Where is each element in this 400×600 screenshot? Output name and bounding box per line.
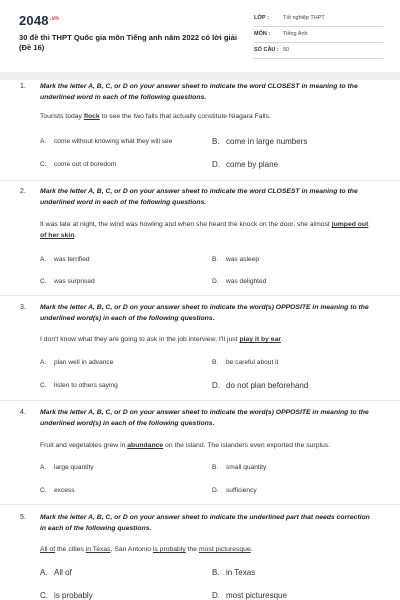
meta-key: SỐ CÂU : xyxy=(254,47,279,53)
text-part: , San Antonio xyxy=(110,546,153,553)
meta-value: Tốt nghiệp THPT xyxy=(283,15,325,21)
option-letter: D. xyxy=(212,381,220,390)
option-text: was delighted xyxy=(226,278,267,285)
option-text: do not plan beforehand xyxy=(226,381,309,390)
option-a[interactable] xyxy=(40,568,72,577)
option-text: was surprised xyxy=(54,278,95,285)
option-c[interactable] xyxy=(40,278,95,285)
question-number: 2. xyxy=(20,188,26,195)
question-instruction: Mark the letter A, B, C, or D on your answer sheet to indicate the word(s) OPPOSITE in meaning to the underlined word(s) in each of the following questions. xyxy=(40,409,369,427)
option-letter: A. xyxy=(40,568,48,577)
option-text: listen to others saying xyxy=(54,382,118,389)
option-text: in Texas xyxy=(226,568,256,577)
option-letter: D. xyxy=(212,487,219,494)
question-text xyxy=(40,219,375,241)
option-text: plan well in advance xyxy=(54,359,114,366)
text-part: Tourists today xyxy=(40,113,84,120)
underlined-word: flock xyxy=(83,113,100,120)
option-letter: A. xyxy=(40,464,47,471)
question-number: 4. xyxy=(20,409,26,416)
underlined-part: All of xyxy=(40,546,56,553)
option-b[interactable] xyxy=(212,359,278,366)
question-text xyxy=(40,544,375,555)
option-text: come in large numbers xyxy=(226,137,308,146)
text-part: to see the two falls that actually constitute Niagara Falls. xyxy=(99,113,271,120)
question-text xyxy=(40,111,375,122)
option-text: All of xyxy=(54,568,72,577)
question-divider xyxy=(0,400,400,401)
option-b[interactable] xyxy=(212,464,266,471)
meta-key: LỚP : xyxy=(254,15,269,21)
option-text: come without knowing what they will see xyxy=(54,138,173,145)
option-letter: D. xyxy=(212,591,220,600)
option-d[interactable] xyxy=(212,487,257,494)
question-instruction: Mark the letter A, B, C, or D on your answer sheet to indicate the word CLOSEST in meaning to the underlined word in each of the following questions. xyxy=(40,188,358,206)
meta-key: MÔN : xyxy=(254,31,271,37)
option-a[interactable] xyxy=(40,464,94,471)
option-text: was terrified xyxy=(54,256,90,263)
option-letter: C. xyxy=(40,487,47,494)
question-number: 5. xyxy=(20,514,26,521)
page-header xyxy=(0,0,400,72)
meta-row-subject xyxy=(253,27,383,43)
underlined-word: play it by ear xyxy=(239,336,281,343)
question-text xyxy=(40,334,375,345)
option-letter: C. xyxy=(40,591,48,600)
option-b[interactable] xyxy=(212,137,307,146)
option-c[interactable] xyxy=(40,591,93,600)
option-a[interactable] xyxy=(40,359,113,366)
text-part: It was late at night, the wind was howling and when she heard the knock on the door, she almost xyxy=(40,221,332,228)
text-part: . xyxy=(250,546,253,553)
text-part: the xyxy=(185,546,199,553)
option-letter: B. xyxy=(212,137,220,146)
option-d[interactable] xyxy=(212,591,287,600)
text-part: on the island. The islanders even exported the surplus. xyxy=(163,442,331,449)
logo-text: 2048 xyxy=(19,13,49,28)
option-text: excess xyxy=(54,487,75,494)
option-d[interactable] xyxy=(212,160,278,169)
underlined-part: in Texas xyxy=(85,546,111,553)
option-c[interactable] xyxy=(40,161,116,168)
option-letter: B. xyxy=(212,568,220,577)
meta-value: 50 xyxy=(283,47,290,53)
option-text: is probably xyxy=(54,591,93,600)
option-c[interactable] xyxy=(40,382,118,389)
question-number: 3. xyxy=(20,304,26,311)
option-letter: A. xyxy=(40,359,47,366)
text-part: the cities xyxy=(55,546,86,553)
option-d[interactable] xyxy=(212,278,266,285)
question-number: 1. xyxy=(20,83,26,90)
option-letter: C. xyxy=(40,278,47,285)
header-divider xyxy=(0,72,400,80)
option-text: sufficiency xyxy=(226,487,257,494)
option-a[interactable] xyxy=(40,256,90,263)
meta-row-class xyxy=(253,11,383,27)
option-a[interactable] xyxy=(40,138,172,145)
option-letter: B. xyxy=(212,464,219,471)
question-instruction: Mark the letter A, B, C, or D on your answer sheet to indicate the word CLOSEST in meaning to the underlined word in each of the following questions. xyxy=(40,83,358,101)
document-title: 30 đề thi THPT Quốc gia môn Tiếng anh năm 2022 có lời giải (Đề 16) xyxy=(19,33,237,52)
option-letter: C. xyxy=(40,161,47,168)
underlined-word: abundance xyxy=(127,442,164,449)
meta-value: Tiếng Anh xyxy=(283,31,308,37)
option-letter: A. xyxy=(40,138,47,145)
underlined-word: jumped out of her skin xyxy=(40,221,369,239)
option-letter: B. xyxy=(212,359,219,366)
option-text: large quantity xyxy=(54,464,94,471)
text-part: Fruit and vegetables grew in xyxy=(40,442,128,449)
site-logo[interactable] xyxy=(19,13,59,28)
option-text: most picturesque xyxy=(226,591,287,600)
question-instruction: Mark the letter A, B, C, or D on your answer sheet to indicate the word(s) OPPOSITE in meaning to the underlined word(s) in each of the following questions. xyxy=(40,304,369,322)
option-letter: A. xyxy=(40,256,47,263)
option-text: small quantity xyxy=(226,464,267,471)
option-letter: D. xyxy=(212,160,220,169)
question-divider xyxy=(0,180,400,181)
option-text: come by plane xyxy=(226,160,279,169)
text-part: . xyxy=(281,336,283,343)
option-letter: D. xyxy=(212,278,219,285)
question-instruction: Mark the letter A, B, C, or D on your answer sheet to indicate the underlined part that needs correction in each of the following questions. xyxy=(40,514,370,532)
text-part: I don't know what they are going to ask in the job interview. I'll just xyxy=(40,336,240,343)
question-divider xyxy=(0,504,400,505)
option-c[interactable] xyxy=(40,487,75,494)
option-text: come out of boredom xyxy=(54,161,117,168)
option-b[interactable] xyxy=(212,568,255,577)
option-text: be careful about it xyxy=(226,359,279,366)
meta-row-count xyxy=(253,43,383,59)
underlined-part: is probably xyxy=(152,546,186,553)
option-letter: C. xyxy=(40,382,47,389)
question-text xyxy=(40,440,375,451)
text-part: . xyxy=(74,232,77,239)
question-divider xyxy=(0,295,400,296)
option-letter: B. xyxy=(212,256,219,263)
logo-suffix: .vn xyxy=(49,15,60,22)
option-d[interactable] xyxy=(212,381,308,390)
option-b[interactable] xyxy=(212,256,259,263)
underlined-part: most picturesque xyxy=(198,546,251,553)
option-text: was asleep xyxy=(226,256,259,263)
